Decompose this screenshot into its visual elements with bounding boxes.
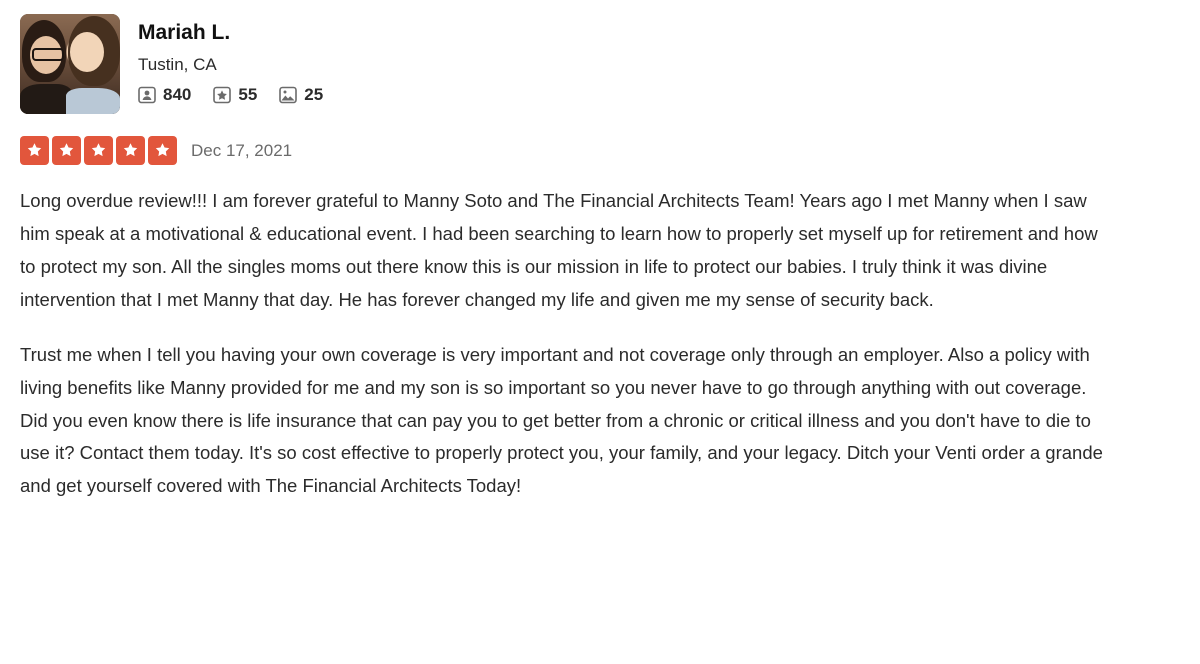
review-paragraph: Long overdue review!!! I am forever grateful to Manny Soto and The Financial Architects Team! Years ago I met Manny when I saw him speak at a motivational & educational event. I had been searching to learn how to properly set myself up for retirement and how to protect my son. All the singles moms out there know this is our mission in life to protect our babies. I truly think it was divine intervention that I met Manny that day. He has forever changed my life and given me my sense of security back. xyxy=(20,190,1098,310)
star-rating[interactable] xyxy=(20,136,177,165)
avatar-shirt-right xyxy=(66,88,120,114)
photos-icon xyxy=(279,86,297,104)
stat-friends-value: 840 xyxy=(163,85,192,105)
review-text xyxy=(20,185,1105,503)
avatar[interactable] xyxy=(20,14,120,114)
reviewer-stats xyxy=(138,85,323,105)
review-paragraph: Trust me when I tell you having your own coverage is very important and not coverage only through an employer. Also a policy with living benefits like Manny provided for me and my son is so important so you never have to go through anything with out coverage. Did you even know there is life insurance that can pay you to get better from a chronic or critical illness and you don't have to die to use it? Contact them today. It's so cost effective to properly protect you, your family, and your legacy. Ditch your Venti order a grande and get yourself covered with The Financial Architects Today! xyxy=(20,343,1103,497)
reviewer-location: Tustin, CA xyxy=(138,55,217,75)
star-5 xyxy=(148,136,177,165)
friends-icon xyxy=(138,86,156,104)
rating-row xyxy=(20,136,1180,165)
stat-reviews[interactable] xyxy=(213,85,257,105)
star-1 xyxy=(20,136,49,165)
star-4 xyxy=(116,136,145,165)
avatar-face-right xyxy=(70,32,104,72)
avatar-shirt-left xyxy=(20,84,72,114)
stat-reviews-value: 55 xyxy=(238,85,258,105)
star-3 xyxy=(84,136,113,165)
review-user-header xyxy=(20,14,1180,114)
user-meta xyxy=(138,14,323,105)
stat-photos[interactable] xyxy=(279,85,323,105)
avatar-glasses xyxy=(32,48,64,61)
stat-friends[interactable] xyxy=(138,85,191,105)
reviewer-name[interactable]: Mariah L. xyxy=(138,21,231,44)
stat-photos-value: 25 xyxy=(304,85,324,105)
reviews-star-icon xyxy=(213,86,231,104)
star-2 xyxy=(52,136,81,165)
review-date: Dec 17, 2021 xyxy=(191,140,293,160)
